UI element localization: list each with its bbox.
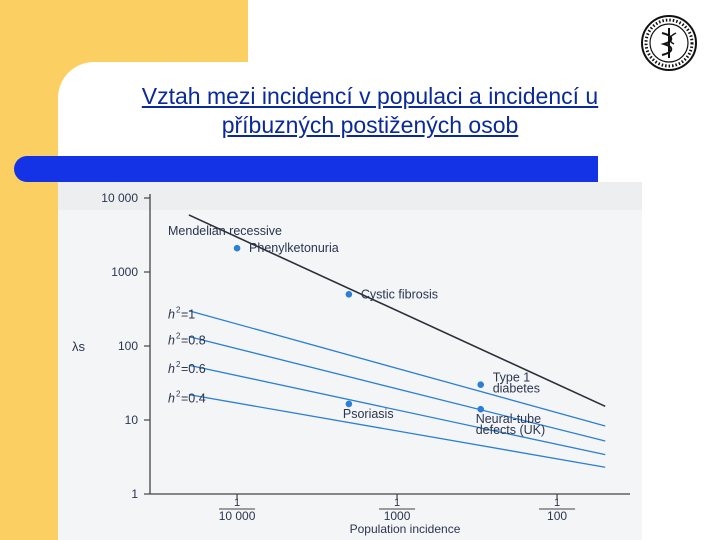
point-cystic-fibrosis (346, 291, 353, 298)
point-label-neural-tube-defects-uk-line1: Neural-tube (475, 412, 542, 427)
x-tick-numerator: 1 (233, 497, 241, 509)
series-label-h2-value: =0.6 (181, 362, 206, 377)
x-tick-numerator: 1 (553, 497, 561, 509)
x-tick-denominator: 100 (547, 509, 568, 523)
series-label-mendelian-recessive: Mendelian recessive (168, 223, 282, 238)
y-axis-label: λs (72, 339, 85, 354)
series-label-h2-prefix: h (168, 362, 175, 377)
point-phenylketonuria (234, 245, 241, 252)
series-label-h2-value: =0.4 (181, 391, 206, 406)
series-line-h2-3 (189, 365, 605, 454)
slide-title-line1: Vztah mezi incidencí v populaci a incidencí u (141, 83, 599, 109)
x-tick-denominator: 10 000 (218, 509, 256, 523)
x-axis-label: Population incidence (349, 522, 461, 536)
point-type-1-diabetes (477, 381, 484, 388)
series-label-h2-superscript: 2 (176, 389, 181, 399)
series-label-h2-prefix: h (168, 307, 175, 322)
y-tick-label: 100 (117, 339, 138, 353)
series-label-h2-superscript: 2 (176, 305, 181, 315)
x-tick-denominator: 1000 (383, 509, 411, 523)
point-label-phenylketonuria: Phenylketonuria (249, 241, 339, 256)
point-label-type-1-diabetes-line1: Type 1 (492, 370, 531, 385)
series-line-h2-1 (189, 311, 605, 426)
series-label-h2-prefix: h (168, 333, 175, 348)
series-label-h2-value: =0.8 (181, 333, 206, 348)
y-tick-label: 10 000 (101, 191, 138, 205)
y-tick-label: 1000 (111, 265, 138, 279)
point-label-psoriasis: Psoriasis (342, 406, 394, 421)
point-label-neural-tube-defects-uk-line2: defects (UK) (475, 423, 546, 438)
y-tick-label: 1 (131, 487, 138, 501)
y-tick-label: 10 (124, 413, 138, 427)
point-label-type-1-diabetes-line2: diabetes (492, 381, 540, 396)
series-label-h2-prefix: h (168, 391, 175, 406)
series-label-h2-value: =1 (181, 307, 196, 322)
series-label-h2-superscript: 2 (176, 360, 181, 370)
series-label-h2-superscript: 2 (176, 331, 181, 341)
point-label-cystic-fibrosis: Cystic fibrosis (360, 287, 438, 302)
x-tick-numerator: 1 (393, 497, 401, 509)
slide-title-line2: příbuzných postižených osob (221, 112, 519, 138)
